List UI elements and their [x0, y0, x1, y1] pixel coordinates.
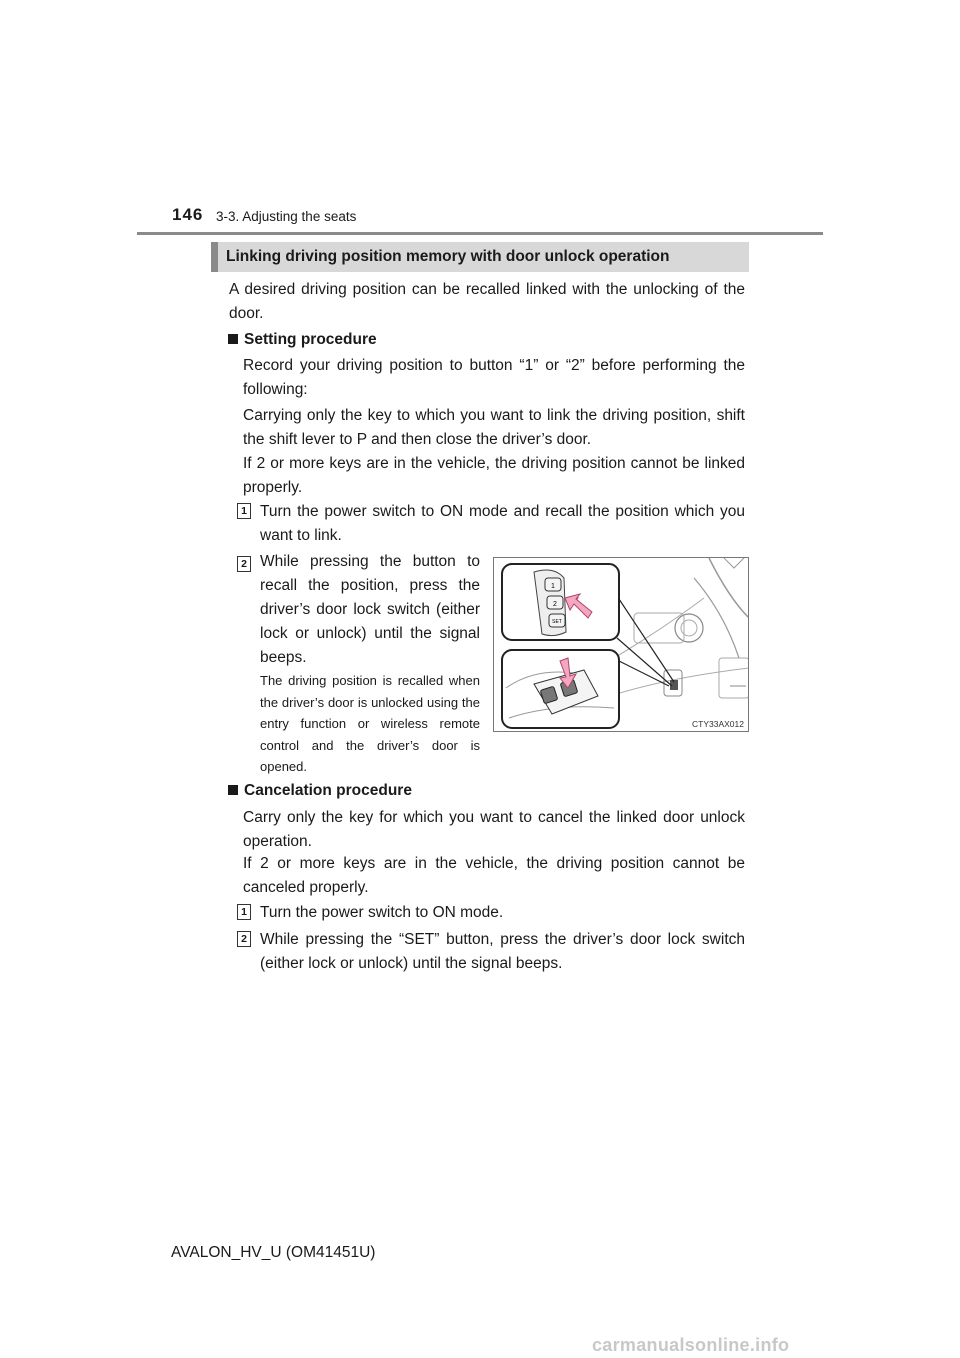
page-number: 146 [172, 205, 204, 224]
cancel-step-2-text: While pressing the “SET” button, press the driver’s door lock switch (either lock or unlock) until the signal beeps. [260, 931, 745, 972]
square-bullet-icon [228, 785, 238, 795]
cancelation-procedure-heading [228, 779, 412, 803]
set-button-label: SET [552, 619, 562, 625]
cancel-carry-paragraph: Carry only the key for which you want to cancel the linked door unlock operation. [243, 809, 745, 850]
step-number-badge: 2 [237, 556, 251, 572]
intro-paragraph: A desired driving position can be recalled linked with the unlocking of the door. [229, 281, 745, 322]
step-number-badge: 1 [237, 904, 251, 920]
cancel-step-1-text: Turn the power switch to ON mode. [260, 904, 504, 921]
section-heading: Linking driving position memory with door unlock operation [211, 242, 749, 272]
section-breadcrumb: 3-3. Adjusting the seats [216, 209, 357, 224]
header-rule [137, 232, 823, 235]
memory-button-2-label: 2 [553, 601, 557, 608]
setting-procedure-heading [228, 328, 377, 352]
setting-record-paragraph: Record your driving position to button “1” or “2” before performing the following: [243, 357, 745, 398]
watermark: carmanualsonline.info [592, 1335, 790, 1355]
setting-two-keys-paragraph: If 2 or more keys are in the vehicle, the driving position cannot be linked properly. [243, 455, 745, 496]
square-bullet-icon [228, 334, 238, 344]
setting-carry-paragraph: Carrying only the key to which you want to link the driving position, shift the shift lever to P and then close the driver’s door. [243, 407, 745, 448]
step-number-badge: 2 [237, 931, 251, 947]
step-number-badge: 1 [237, 503, 251, 519]
manual-footer: AVALON_HV_U (OM41451U) [171, 1244, 376, 1261]
memory-button-1-label: 1 [551, 583, 555, 590]
setting-step-2-text: While pressing the button to recall the position, press the driver’s door lock switch (either lock or unlock) until the signal beeps. [260, 553, 480, 666]
setting-note: The driving position is recalled when the driver’s door is unlocked using the entry function or wireless remote control and the driver’s door is opened. [260, 673, 480, 774]
door-switch-drawing [494, 558, 749, 732]
door-switch-illustration [493, 557, 749, 732]
setting-step-1-text: Turn the power switch to ON mode and recall the position which you want to link. [260, 503, 745, 544]
figure-code: CTY33AX012 [692, 719, 744, 729]
setting-procedure-title: Setting procedure [244, 331, 377, 348]
cancel-two-keys-paragraph: If 2 or more keys are in the vehicle, the driving position cannot be canceled properly. [243, 855, 745, 896]
cancelation-procedure-title: Cancelation procedure [244, 782, 412, 799]
